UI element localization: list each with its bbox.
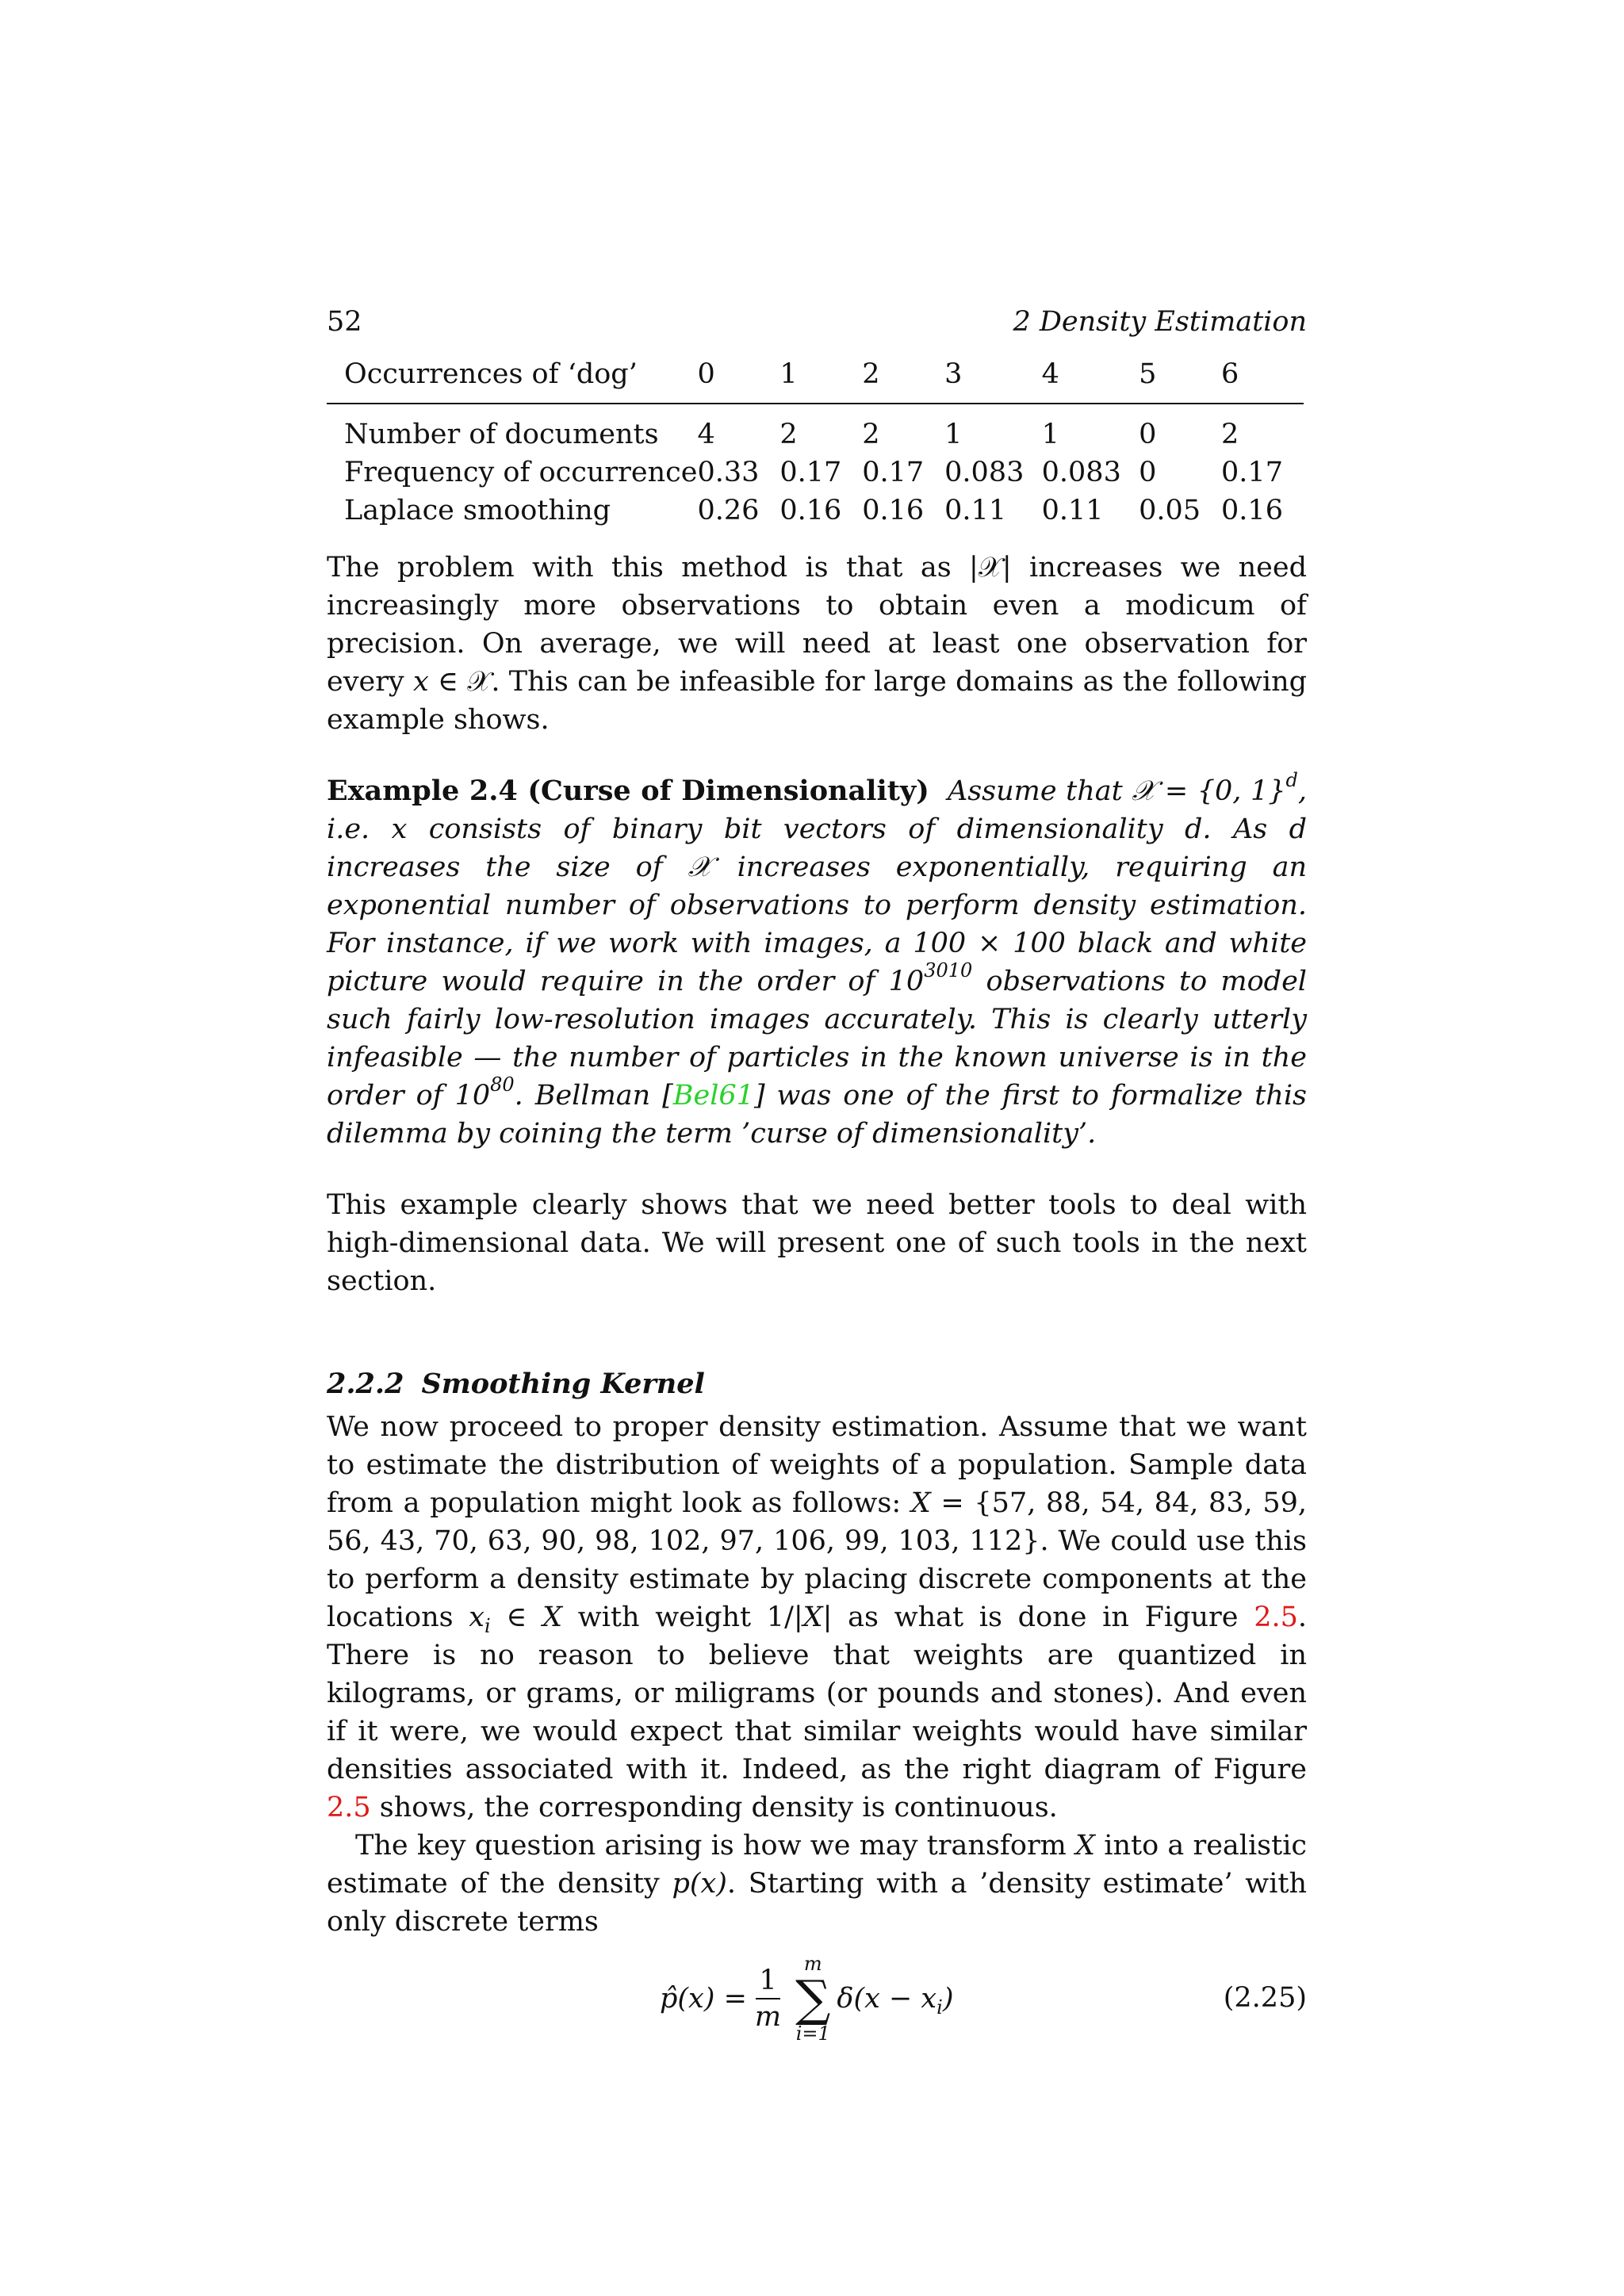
table-cell: 0.17 [1221, 457, 1283, 488]
table-cell: 2 [1221, 419, 1239, 450]
table-row [327, 453, 1304, 492]
table-cell: 4 [697, 419, 715, 450]
table-cell: 0.16 [1221, 495, 1283, 526]
table-row [327, 404, 1304, 453]
example-title: Example 2.4 (Curse of Dimensionality) [327, 775, 929, 807]
table-cell: 0.17 [779, 457, 842, 488]
paragraph-smoothing-kernel: We now proceed to proper density estimation. Assume that we want to estimate the distribution of weights of a population. Sample data from a population might look as follows: X = {57, 88, 54, 84, 83, 59, 56, 43, 70, 63, 90, 98, 102, 97, 106, 99, 103, 112}. We could use this to perform a density estimate by placing discrete components at the locations $x_i$ ∈ X with weight 1/|X| as what is done in Figure 2.5. There is no reason to believe that weights are quantized in kilograms, or grams, or miligrams (or pounds and stones). And even if it were, we would expect that similar weights would have similar densities associated with it. Indeed, as the right diagram of Figure 2.5 shows, the corresponding density is continuous. [327, 1411, 1307, 1823]
equation-lhs: p̂(x) = [660, 1983, 747, 2015]
table-col-header: 0 [697, 349, 779, 404]
table-cell: 2 [862, 419, 880, 450]
paragraph-curse-intro: The problem with this method is that as |𝒳| increases we need increasingly more observations to obtain even a modicum of precision. On average, we will need at least one observation for every x ∈ 𝒳. This can be infeasible for large domains as the following example shows. [327, 552, 1308, 736]
section-title: Smoothing Kernel [421, 1368, 705, 1400]
table-row [327, 492, 1304, 530]
example-2-4 [327, 769, 1308, 1153]
running-title: 2 Density Estimation [1013, 306, 1307, 338]
table-cell: 0 [1139, 419, 1157, 450]
table-cell: 0.33 [697, 457, 760, 488]
page-header [327, 303, 1307, 342]
table-row-label: Frequency of occurrence [344, 457, 698, 488]
table-cell: 0.16 [779, 495, 842, 526]
paragraph-key-question: The key question arising is how we may transform X into a realistic estimate of the density p(x). Starting with a ’density estimate’ with only discrete terms [327, 1830, 1307, 1938]
table-cell: 1 [1041, 419, 1059, 450]
table-row-label: Laplace smoothing [344, 495, 611, 526]
figure-link-2-5[interactable]: 2.5 [1254, 1601, 1298, 1633]
equation-fraction: $\frac{1}{m}$ [754, 1965, 782, 2033]
citation-link-bel61[interactable]: Bel61 [672, 1080, 754, 1112]
table-cell: 0.05 [1139, 495, 1201, 526]
table-row-label: Number of documents [344, 419, 659, 450]
table-col-header: 2 [862, 349, 944, 404]
equation-rhs: $\delta(x - x_i)$ [837, 1983, 954, 2019]
table-cell: 2 [779, 419, 798, 450]
section-number: 2.2.2 [327, 1368, 404, 1400]
section-heading [327, 1365, 1307, 1403]
figure-link-2-5[interactable]: 2.5 [327, 1792, 371, 1823]
table-col-header: 3 [944, 349, 1041, 404]
table-cell: 0.083 [1041, 457, 1121, 488]
page-number: 52 [327, 306, 362, 338]
table-cell: 1 [944, 419, 963, 450]
equation-body [660, 1947, 954, 2050]
page [327, 303, 1307, 2050]
table-cell: 0.11 [944, 495, 1007, 526]
table-col-header: 6 [1221, 349, 1304, 404]
table-col-header: 4 [1042, 349, 1139, 404]
occurrence-table [327, 349, 1304, 530]
table-col-header: 5 [1139, 349, 1221, 404]
equation-2-25 [327, 1947, 1307, 2050]
table-cell: 0.083 [944, 457, 1025, 488]
paragraph-better-tools: This example clearly shows that we need better tools to deal with high-dimensional data. We will present one of such tools in the next section. [327, 1189, 1307, 1297]
equation-number: (2.25) [1223, 1982, 1307, 2014]
table-cell: 0.26 [697, 495, 760, 526]
example-body: Assume that 𝒳 = {0, 1}$^d$, i.e. x consists of binary bit vectors of dimensionality d. As d increases the size of 𝒳 increases exponentially, requiring an exponential number of observations to perform density estimation. For instance, if we work with images, a 100 × 100 black and white picture would require in the order of $10^{3010}$ observations to model such fairly low-resolution images accurately. This is clearly utterly infeasible — the number of particles in the known universe is in the order of $10^{80}$. Bellman [Bel61] was one of the first to formalize this dilemma by coining the term ’curse of dimensionality’. [327, 769, 1308, 1150]
table-col-header: 1 [779, 349, 862, 404]
table-header-row [327, 349, 1304, 404]
table-cell: 0 [1139, 457, 1157, 488]
summation-symbol: m ∑ i=1 [795, 1953, 831, 2045]
table-cell: 0.17 [862, 457, 925, 488]
table-header-label: Occurrences of ‘dog’ [327, 349, 697, 404]
table-cell: 0.11 [1041, 495, 1104, 526]
table-cell: 0.16 [862, 495, 925, 526]
